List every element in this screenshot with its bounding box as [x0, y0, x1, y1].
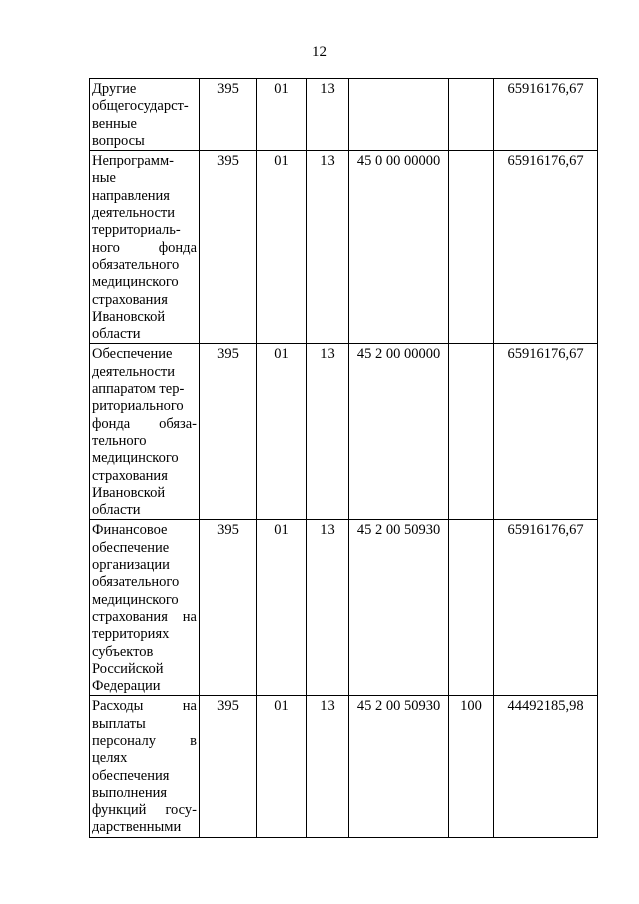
table-row: [90, 151, 598, 344]
expense-name-line: общегосударст-: [92, 98, 189, 115]
expense-name-line: целях: [92, 750, 128, 767]
expense-name-line: Другие: [92, 81, 137, 97]
section-code-cell: 01: [257, 151, 307, 344]
expense-name-line: риториального: [92, 398, 184, 415]
expense-name-line: Ивановской: [92, 484, 166, 501]
expense-type-cell: [449, 520, 494, 696]
budget-table-body: [90, 79, 598, 838]
target-article-cell: 45 2 00 50930: [349, 520, 449, 696]
target-article-cell: 45 0 00 00000: [349, 151, 449, 344]
expense-name-word: на: [182, 608, 197, 625]
subsection-code-cell: 13: [307, 696, 349, 837]
section-code-cell: 01: [257, 520, 307, 696]
expense-name-line: Непрограмм-: [92, 153, 174, 170]
subsection-code-cell: 13: [307, 520, 349, 696]
expense-name-line: области: [92, 502, 141, 519]
expense-name-line: [92, 416, 197, 433]
expense-name-line: обязательного: [92, 574, 180, 591]
expense-name-line: страхования: [92, 291, 168, 308]
expense-name-line: выплаты: [92, 715, 146, 732]
expense-name-line: аппаратом тер-: [92, 381, 185, 398]
expense-name-line: вопросы: [92, 132, 145, 149]
amount-cell: 65916176,67: [494, 344, 598, 520]
expense-name-cell: [90, 344, 200, 520]
expense-name-line: Финансовое: [92, 522, 168, 539]
expense-name-line: ные: [92, 170, 116, 187]
expense-name-line: Ивановской: [92, 308, 166, 325]
expense-name-line: организации: [92, 557, 170, 574]
expense-name-line: обязательного: [92, 256, 180, 273]
section-code-cell: 01: [257, 79, 307, 151]
expense-name-word: фонда: [92, 415, 131, 432]
expense-name-line: дарственными: [92, 819, 182, 836]
admin-code-cell: 395: [200, 151, 257, 344]
expense-name-word: ного: [92, 239, 120, 256]
expense-name-line: Российской: [92, 660, 164, 677]
expense-name-cell: [90, 79, 200, 151]
expense-name-line: Обеспечение: [92, 346, 173, 363]
table-row: [90, 79, 598, 151]
table-row: [90, 344, 598, 520]
expense-name-line: венные: [92, 115, 137, 132]
expense-name-cell: [90, 151, 200, 344]
target-article-cell: 45 2 00 50930: [349, 696, 449, 837]
expense-name-line: выполнения: [92, 784, 168, 801]
expense-name-line: медицинского: [92, 591, 179, 608]
table-row: [90, 696, 598, 837]
expense-name-line: медицинского: [92, 450, 179, 467]
target-article-cell: [349, 79, 449, 151]
expense-name-line: деятельности: [92, 205, 176, 222]
expense-name-line: страхования: [92, 467, 168, 484]
expense-name-line: тельного: [92, 432, 147, 449]
expense-name-word: функций: [92, 802, 147, 819]
expense-name-cell: [90, 696, 200, 837]
expense-name-line: деятельности: [92, 363, 176, 380]
expense-name-line: [92, 733, 197, 750]
expense-name-cell: [90, 520, 200, 696]
expense-name-word: в: [190, 732, 197, 749]
admin-code-cell: 395: [200, 344, 257, 520]
expense-name-word: Расходы: [92, 698, 144, 715]
expense-name-line: медицинского: [92, 274, 179, 291]
expense-type-cell: [449, 151, 494, 344]
expense-name-line: территориаль-: [92, 222, 181, 239]
expense-name-line: области: [92, 326, 141, 343]
expense-type-cell: [449, 79, 494, 151]
expense-name-line: территориях: [92, 626, 170, 643]
expense-name-word: госу-: [165, 802, 197, 819]
amount-cell: 65916176,67: [494, 151, 598, 344]
amount-cell: 44492185,98: [494, 696, 598, 837]
section-code-cell: 01: [257, 696, 307, 837]
expense-name-line: [92, 698, 197, 715]
subsection-code-cell: 13: [307, 79, 349, 151]
expense-name-line: обеспечения: [92, 767, 170, 784]
target-article-cell: 45 2 00 00000: [349, 344, 449, 520]
expense-type-cell: 100: [449, 696, 494, 837]
expense-name-line: направления: [92, 187, 170, 204]
expense-name-line: субъектов: [92, 643, 154, 660]
expense-name-line: обеспечение: [92, 539, 170, 556]
expense-name-line: [92, 609, 197, 626]
section-code-cell: 01: [257, 344, 307, 520]
expense-name-word: фонда: [158, 239, 197, 256]
expense-name-word: на: [182, 698, 197, 715]
admin-code-cell: 395: [200, 79, 257, 151]
subsection-code-cell: 13: [307, 344, 349, 520]
amount-cell: 65916176,67: [494, 520, 598, 696]
subsection-code-cell: 13: [307, 151, 349, 344]
expense-name-line: [92, 802, 197, 819]
budget-table: [89, 78, 598, 838]
expense-name-line: [92, 240, 197, 257]
expense-name-word: обяза-: [159, 415, 197, 432]
page-number: 12: [312, 44, 327, 60]
admin-code-cell: 395: [200, 520, 257, 696]
expense-name-line: Федерации: [92, 678, 161, 695]
admin-code-cell: 395: [200, 696, 257, 837]
amount-cell: 65916176,67: [494, 79, 598, 151]
table-row: [90, 520, 598, 696]
expense-name-word: страхования: [92, 608, 168, 625]
expense-name-word: персоналу: [92, 732, 156, 749]
expense-type-cell: [449, 344, 494, 520]
